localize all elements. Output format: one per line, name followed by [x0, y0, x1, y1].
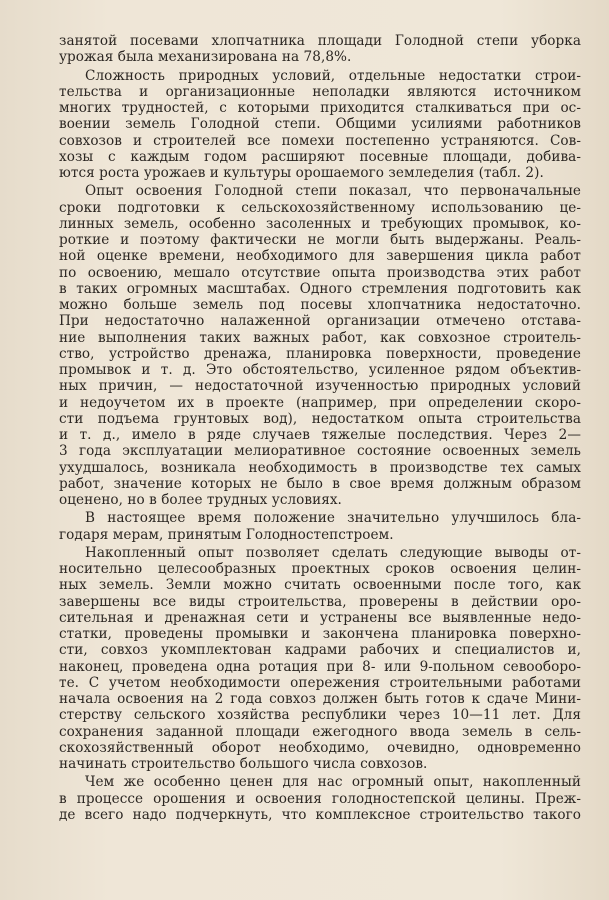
text-line: годаря мерам, принятым Голодностепстроем.: [59, 526, 394, 543]
paragraph: [59, 183, 581, 508]
text-line: носительно целесообразных проектных сроков освоения целин-: [59, 561, 581, 577]
page-text: [59, 33, 581, 825]
text-line: завершены все виды строительства, проверены в действии оро-: [59, 593, 581, 610]
text-line: В настоящее время положение значительно улучшилось бла-: [85, 510, 581, 527]
text-line: статки, проведены промывки и закончена планировка поверхно-: [59, 626, 581, 642]
text-line: роткие и поэтому фактически не могли быть выдержаны. Реаль-: [59, 232, 581, 248]
text-line: начинать строительство большого числа совхозов.: [59, 756, 428, 772]
text-line: в таких огромных масштабах. Одного стремления подготовить как: [59, 280, 581, 297]
text-line: и недоучетом их в проекте (например, при определении скоро-: [59, 394, 581, 411]
text-line: де всего надо подчеркнуть, что комплексное строительство такого: [59, 806, 581, 823]
text-line: по освоению, мешало отсутствие опыта производства этих работ: [59, 264, 581, 281]
text-line: в процессе орошения и освоения голодностепской целины. Преж-: [59, 790, 581, 807]
text-line: сроки подготовки к сельскохозяйственному использованию це-: [59, 199, 581, 216]
text-line: те. С учетом необходимости опережения строительными работами: [59, 674, 581, 691]
text-line: Чем же особенно ценен для нас огромный опыт, накопленный: [85, 774, 581, 791]
text-line: ство, устройство дренажа, планировка поверхности, проведение: [59, 345, 581, 362]
text-line: ных причин, — недостаточной изученностью природных условий: [59, 378, 581, 395]
text-line: ухудшалось, возникала необходимость в производстве тех самых: [59, 459, 581, 476]
text-line: наконец, проведена одна ротация при 8- или 9-польном севооборо-: [59, 658, 581, 675]
text-line: урожая была механизирована на 78,8%.: [59, 49, 352, 66]
text-line: 3 года эксплуатации мелиоративное состояние освоенных земель: [59, 443, 581, 460]
text-line: занятой посевами хлопчатника площади Голодной степи уборка: [59, 33, 581, 49]
text-line: сохранения заданной площади ежегодного ввода земель в сель-: [59, 723, 581, 740]
paragraph: [59, 68, 581, 182]
text-line: ние выполнения таких важных работ, как совхозное строитель-: [59, 329, 581, 346]
text-line: воении земель Голодной степи. Общими усилиями работников: [59, 116, 581, 133]
text-line: ной оценке времени, необходимого для завершения цикла работ: [59, 248, 581, 265]
text-line: скохозяйственный оборот необходимо, очевидно, одновременно: [59, 739, 581, 756]
paragraph: [59, 774, 581, 823]
text-line: сти, совхоз укомплектован кадрами рабочих и специалистов и,: [59, 642, 581, 659]
paragraph: [59, 545, 581, 773]
text-line: сительная и дренажная сети и устранены все выявленные недо-: [59, 609, 581, 626]
text-line: начала освоения на 2 года совхоз должен быть готов к сдаче Мини-: [59, 691, 581, 707]
text-line: При недостаточно налаженной организации отмечено отстава-: [59, 313, 581, 330]
text-line: тельства и организационные неполадки являются источником: [59, 83, 581, 100]
text-line: промывок и т. д. Это обстоятельство, усиленное рядом объектив-: [59, 362, 581, 378]
paragraph: [59, 33, 581, 66]
text-line: оценено, но в более трудных условиях.: [59, 492, 342, 508]
text-line: работ, значение которых не было в свое время должным образом: [59, 475, 581, 492]
text-line: хозы с каждым годом расширяют посевные площади, добива-: [59, 148, 581, 165]
text-line: совхозов и строителей все помехи постепенно устраняются. Сов-: [59, 132, 581, 149]
text-line: Сложность природных условий, отдельные недостатки строи-: [85, 67, 581, 84]
text-line: сти подъема грунтовых вод), недостатком опыта строительства: [59, 410, 581, 427]
text-line: можно больше земель под посевы хлопчатника недостаточно.: [59, 297, 581, 313]
text-line: и т. д., имело в ряде случаев тяжелые последствия. Через 2—: [59, 427, 581, 443]
text-line: ются роста урожаев и культуры орошаемого земледелия (табл. 2).: [59, 165, 544, 181]
text-line: линных земель, особенно засоленных и требующих промывок, ко-: [59, 215, 581, 232]
text-line: Опыт освоения Голодной степи показал, что первоначальные: [85, 183, 581, 200]
text-line: ных земель. Земли можно считать освоенными после того, как: [59, 577, 581, 594]
text-line: Накопленный опыт позволяет сделать следующие выводы от-: [85, 544, 581, 561]
paragraph: [59, 510, 581, 543]
text-line: многих трудностей, с которыми приходится сталкиваться при ос-: [59, 100, 581, 116]
text-line: стерству сельского хозяйства республики через 10—11 лет. Для: [59, 707, 581, 724]
